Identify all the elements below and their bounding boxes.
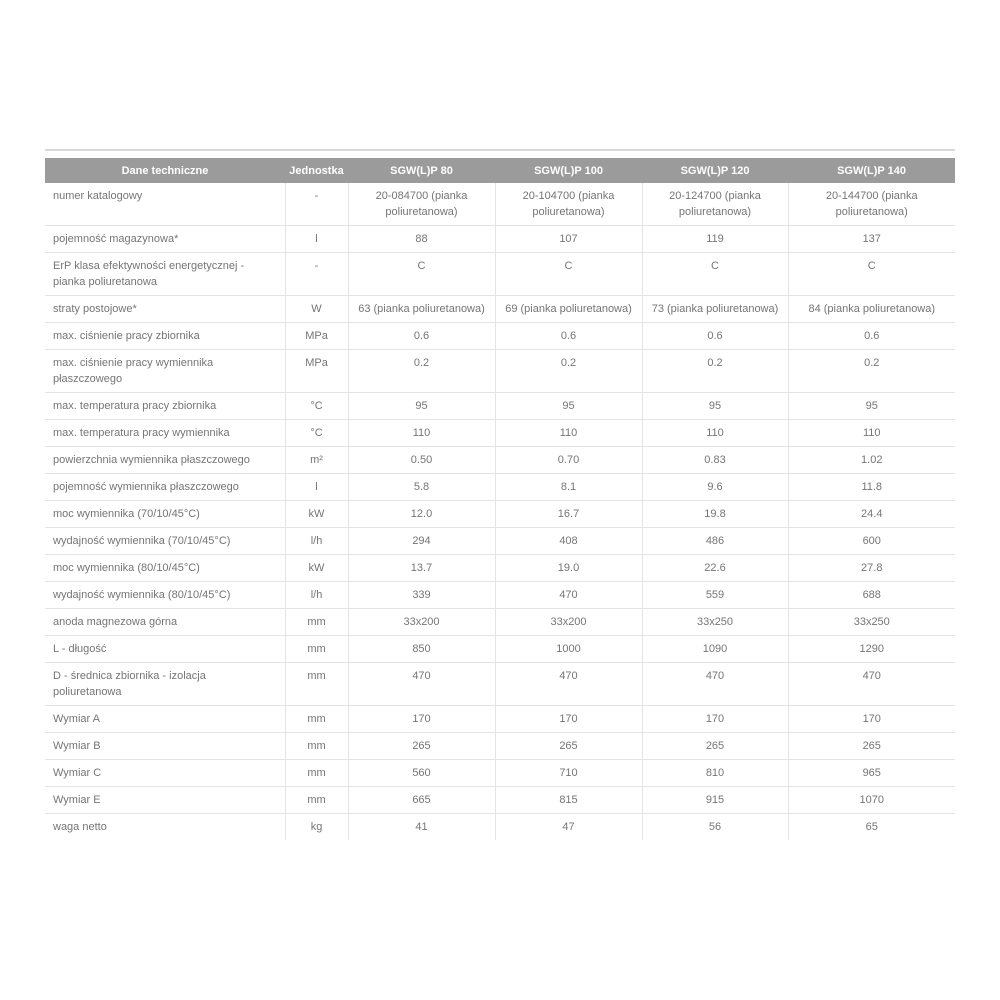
spec-label-cell: anoda magnezowa górna xyxy=(45,609,285,636)
value-cell: 16.7 xyxy=(495,501,642,528)
unit-cell: - xyxy=(285,183,348,226)
table-row xyxy=(45,787,955,814)
value-cell: 0.2 xyxy=(788,350,955,393)
table-row xyxy=(45,393,955,420)
value-cell: 1290 xyxy=(788,636,955,663)
column-header: SGW(L)P 140 xyxy=(788,158,955,183)
value-cell: 408 xyxy=(495,528,642,555)
value-cell: 19.8 xyxy=(642,501,788,528)
value-cell: 470 xyxy=(348,663,495,706)
spec-label-cell: pojemność magazynowa* xyxy=(45,226,285,253)
value-cell: 20-084700 (pianka poliuretanowa) xyxy=(348,183,495,226)
value-cell: 119 xyxy=(642,226,788,253)
value-cell: 486 xyxy=(642,528,788,555)
value-cell: 470 xyxy=(495,582,642,609)
top-divider xyxy=(45,149,955,151)
value-cell: C xyxy=(642,253,788,296)
value-cell: 1000 xyxy=(495,636,642,663)
value-cell: 20-104700 (pianka poliuretanowa) xyxy=(495,183,642,226)
spec-label-cell: ErP klasa efektywności energetycznej - pianka poliuretanowa xyxy=(45,253,285,296)
value-cell: 170 xyxy=(495,706,642,733)
value-cell: 0.6 xyxy=(348,323,495,350)
table-row xyxy=(45,733,955,760)
table-row xyxy=(45,253,955,296)
value-cell: 915 xyxy=(642,787,788,814)
value-cell: 24.4 xyxy=(788,501,955,528)
table-row xyxy=(45,663,955,706)
value-cell: 600 xyxy=(788,528,955,555)
value-cell: 69 (pianka poliuretanowa) xyxy=(495,296,642,323)
value-cell: 56 xyxy=(642,814,788,841)
value-cell: 0.6 xyxy=(642,323,788,350)
unit-cell: l xyxy=(285,226,348,253)
unit-cell: l xyxy=(285,474,348,501)
spec-label-cell: moc wymiennika (80/10/45°C) xyxy=(45,555,285,582)
value-cell: 8.1 xyxy=(495,474,642,501)
unit-cell: MPa xyxy=(285,350,348,393)
value-cell: 110 xyxy=(495,420,642,447)
value-cell: 0.2 xyxy=(495,350,642,393)
value-cell: 22.6 xyxy=(642,555,788,582)
value-cell: 470 xyxy=(642,663,788,706)
value-cell: 12.0 xyxy=(348,501,495,528)
table-row xyxy=(45,183,955,226)
value-cell: 0.83 xyxy=(642,447,788,474)
value-cell: 850 xyxy=(348,636,495,663)
value-cell: C xyxy=(495,253,642,296)
value-cell: 1.02 xyxy=(788,447,955,474)
value-cell: 95 xyxy=(495,393,642,420)
value-cell: 965 xyxy=(788,760,955,787)
unit-cell: m² xyxy=(285,447,348,474)
unit-cell: mm xyxy=(285,609,348,636)
value-cell: 470 xyxy=(788,663,955,706)
value-cell: 0.2 xyxy=(348,350,495,393)
spec-label-cell: Wymiar B xyxy=(45,733,285,760)
value-cell: 265 xyxy=(642,733,788,760)
value-cell: 33x200 xyxy=(348,609,495,636)
unit-cell: mm xyxy=(285,760,348,787)
value-cell: 294 xyxy=(348,528,495,555)
spec-table xyxy=(45,158,955,840)
value-cell: 95 xyxy=(348,393,495,420)
value-cell: 27.8 xyxy=(788,555,955,582)
table-body xyxy=(45,183,955,840)
spec-label-cell: waga netto xyxy=(53,821,107,833)
unit-cell: l/h xyxy=(285,582,348,609)
spec-label-cell: Wymiar E xyxy=(45,787,285,814)
value-cell: 95 xyxy=(642,393,788,420)
value-cell: 137 xyxy=(788,226,955,253)
value-cell: 265 xyxy=(788,733,955,760)
unit-cell: mm xyxy=(285,787,348,814)
spec-label-cell: moc wymiennika (70/10/45°C) xyxy=(45,501,285,528)
value-cell: C xyxy=(788,253,955,296)
spec-label-cell: Wymiar C xyxy=(45,760,285,787)
table-row xyxy=(45,474,955,501)
table-row xyxy=(45,528,955,555)
spec-label-cell: D - średnica zbiornika - izolacja poliuretanowa xyxy=(45,663,285,706)
value-cell: 0.50 xyxy=(348,447,495,474)
value-cell: 20-124700 (pianka poliuretanowa) xyxy=(642,183,788,226)
unit-cell: - xyxy=(285,253,348,296)
spec-label-cell: numer katalogowy xyxy=(45,183,285,226)
value-cell: 0.70 xyxy=(495,447,642,474)
technical-data-table xyxy=(45,149,955,840)
table-row xyxy=(45,350,955,393)
value-cell: 1090 xyxy=(642,636,788,663)
value-cell: 110 xyxy=(642,420,788,447)
unit-cell: kg xyxy=(285,814,348,841)
table-header xyxy=(45,158,955,183)
unit-cell: MPa xyxy=(285,323,348,350)
spec-label-cell: max. ciśnienie pracy wymiennika płaszczowego xyxy=(45,350,285,393)
value-cell: 5.8 xyxy=(348,474,495,501)
unit-cell: °C xyxy=(285,393,348,420)
value-cell: 170 xyxy=(788,706,955,733)
table-row xyxy=(45,420,955,447)
value-cell: 33x250 xyxy=(788,609,955,636)
unit-cell: °C xyxy=(285,420,348,447)
value-cell: 0.2 xyxy=(642,350,788,393)
unit-cell: mm xyxy=(285,636,348,663)
column-header: SGW(L)P 80 xyxy=(348,158,495,183)
value-cell: 265 xyxy=(348,733,495,760)
value-cell: 110 xyxy=(348,420,495,447)
value-cell: 810 xyxy=(642,760,788,787)
value-cell: 710 xyxy=(495,760,642,787)
value-cell: 0.6 xyxy=(788,323,955,350)
header-row xyxy=(45,158,955,183)
value-cell: 95 xyxy=(788,393,955,420)
column-header: SGW(L)P 100 xyxy=(495,158,642,183)
value-cell: 73 (pianka poliuretanowa) xyxy=(642,296,788,323)
value-cell: 33x250 xyxy=(642,609,788,636)
value-cell: 107 xyxy=(495,226,642,253)
column-header: Jednostka xyxy=(285,158,348,183)
table-row xyxy=(45,555,955,582)
value-cell: 110 xyxy=(788,420,955,447)
value-cell: 63 (pianka poliuretanowa) xyxy=(348,296,495,323)
value-cell: 170 xyxy=(348,706,495,733)
value-cell: 47 xyxy=(495,814,642,841)
value-cell: 815 xyxy=(495,787,642,814)
table-row xyxy=(45,447,955,474)
table-row xyxy=(45,636,955,663)
unit-cell: mm xyxy=(285,663,348,706)
table-row xyxy=(45,323,955,350)
value-cell: C xyxy=(348,253,495,296)
unit-cell: kW xyxy=(285,501,348,528)
value-cell: 88 xyxy=(348,226,495,253)
value-cell: 11.8 xyxy=(788,474,955,501)
column-header: Dane techniczne xyxy=(45,158,285,183)
value-cell: 1070 xyxy=(788,787,955,814)
unit-cell: mm xyxy=(285,706,348,733)
value-cell: 560 xyxy=(348,760,495,787)
value-cell: 84 (pianka poliuretanowa) xyxy=(788,296,955,323)
value-cell: 665 xyxy=(348,787,495,814)
table-row xyxy=(45,582,955,609)
table-row xyxy=(45,226,955,253)
spec-label-cell: L - długość xyxy=(45,636,285,663)
unit-cell: mm xyxy=(285,733,348,760)
value-cell: 339 xyxy=(348,582,495,609)
table-row xyxy=(45,760,955,787)
value-cell: 470 xyxy=(495,663,642,706)
value-cell: 0.6 xyxy=(495,323,642,350)
value-cell: 688 xyxy=(788,582,955,609)
table-row xyxy=(45,706,955,733)
table-row xyxy=(45,296,955,323)
table-row xyxy=(45,609,955,636)
value-cell: 41 xyxy=(348,814,495,841)
spec-label-cell: straty postojowe* xyxy=(45,296,285,323)
value-cell: 9.6 xyxy=(642,474,788,501)
value-cell: 19.0 xyxy=(495,555,642,582)
value-cell: 13.7 xyxy=(348,555,495,582)
value-cell: 265 xyxy=(495,733,642,760)
unit-cell: W xyxy=(285,296,348,323)
table-row xyxy=(45,501,955,528)
spec-label-cell: wydajność wymiennika (70/10/45°C) xyxy=(45,528,285,555)
value-cell: 65 xyxy=(788,814,955,841)
table-row xyxy=(45,814,955,841)
spec-label-cell: max. ciśnienie pracy zbiornika xyxy=(45,323,285,350)
spec-label-cell: max. temperatura pracy wymiennika xyxy=(45,420,285,447)
spec-label-cell: wydajność wymiennika (80/10/45°C) xyxy=(45,582,285,609)
spec-label-cell: pojemność wymiennika płaszczowego xyxy=(45,474,285,501)
spec-label-cell: Wymiar A xyxy=(45,706,285,733)
unit-cell: l/h xyxy=(285,528,348,555)
value-cell: 170 xyxy=(642,706,788,733)
spec-label-cell: powierzchnia wymiennika płaszczowego xyxy=(45,447,285,474)
value-cell: 20-144700 (pianka poliuretanowa) xyxy=(788,183,955,226)
value-cell: 33x200 xyxy=(495,609,642,636)
spec-label-cell: max. temperatura pracy zbiornika xyxy=(45,393,285,420)
unit-cell: kW xyxy=(285,555,348,582)
column-header: SGW(L)P 120 xyxy=(642,158,788,183)
value-cell: 559 xyxy=(642,582,788,609)
